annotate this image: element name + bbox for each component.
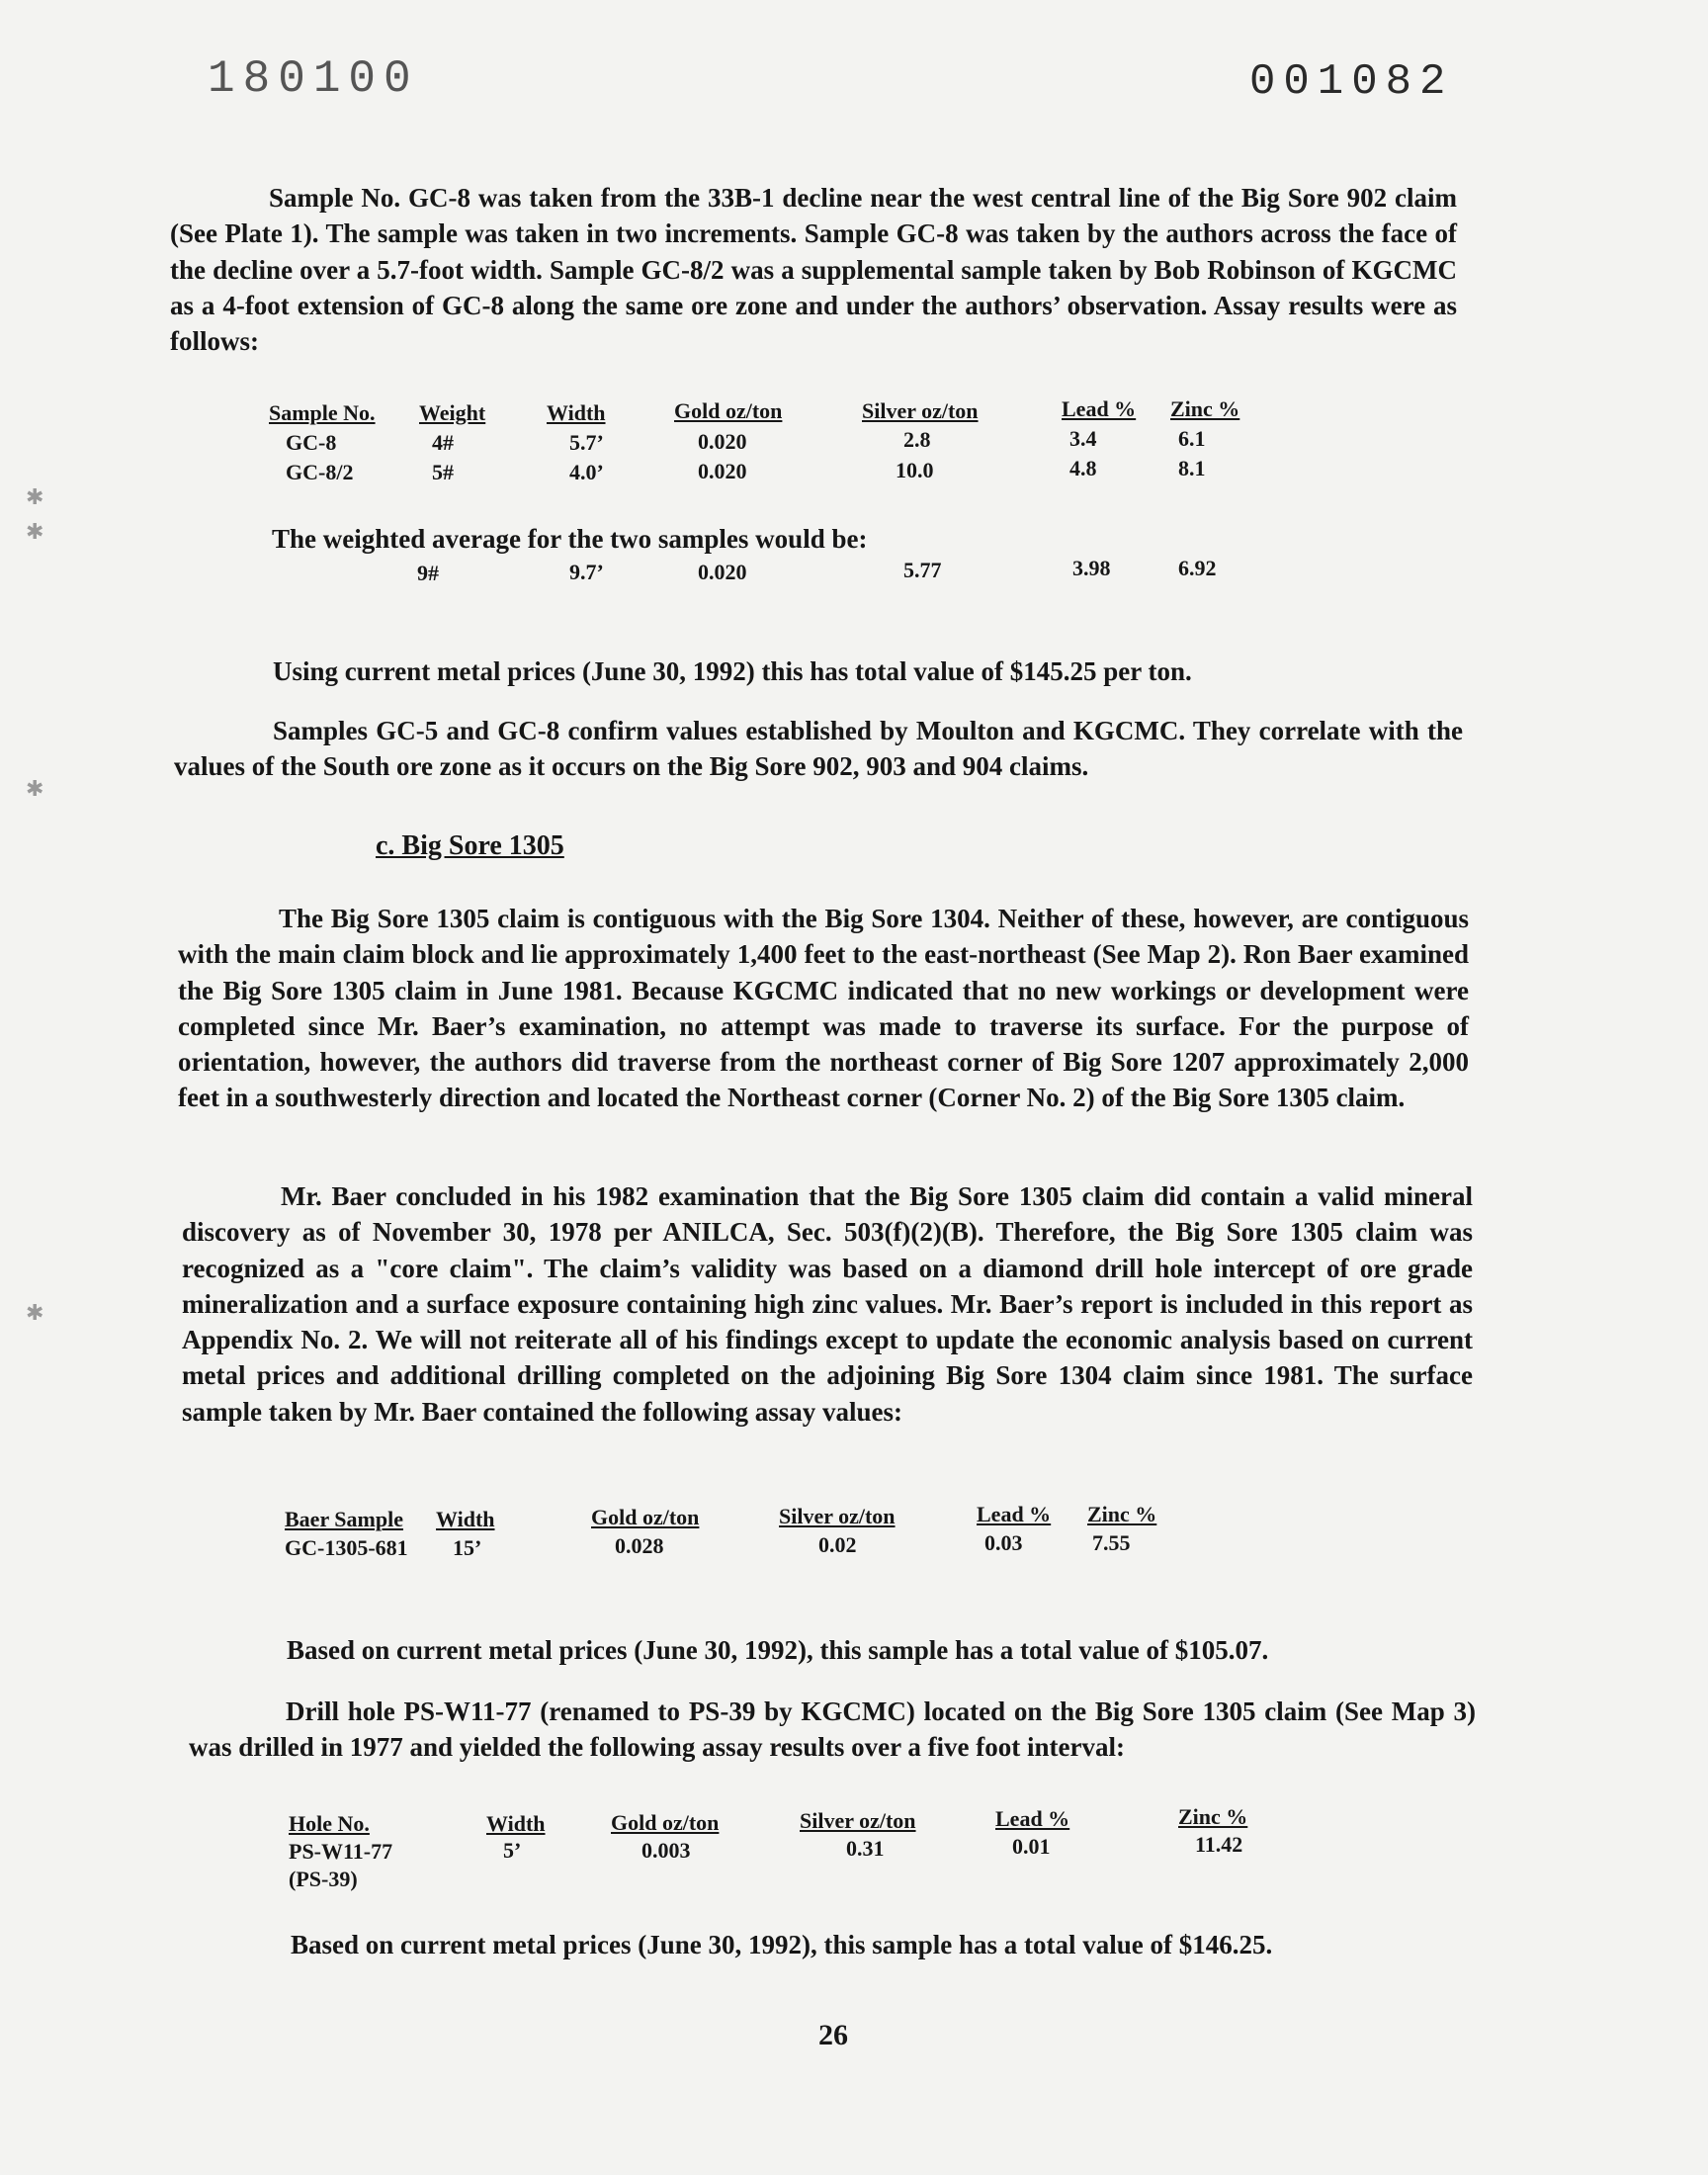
table1-cell: 4# — [432, 430, 454, 455]
scan-speck: ✱ — [26, 484, 43, 509]
table2-cell: 0.02 — [818, 1532, 857, 1557]
table3-header-hole: Hole No. — [289, 1811, 370, 1836]
table3-cell: 0.01 — [1012, 1834, 1051, 1859]
paragraph-drill-hole: Drill hole PS-W11-77 (renamed to PS-39 by KGCMC) located on the Big Sore 1305 claim (See Map 3) was drilled in 1977 and yielded the following assay results over a five foot interval: — [189, 1696, 1476, 1763]
table3-header-width: Width — [486, 1811, 546, 1836]
weighted-cell: 0.020 — [698, 560, 747, 584]
table1-cell: 6.1 — [1178, 426, 1206, 451]
paragraph-gc8: Sample No. GC-8 was taken from the 33B-1 decline near the west central line of the Big Sore 902 claim (See Plate 1). The sample was taken in two increments. Sample GC-8 was taken by the authors across the face of the decline over a 5.7-foot width. Sample GC-8/2 was a supplemental sample taken by Bob Robinson of KGCMC as a 4-foot extension of GC-8 along the same ore zone and under the authors’ observation. Assay results were as follows: — [170, 183, 1457, 357]
table1-cell: 4.8 — [1069, 456, 1097, 480]
paragraph-total-value-3: Based on current metal prices (June 30, 1992), this sample has a total value of $146.25. — [291, 1930, 1273, 1959]
table1-cell: 10.0 — [896, 458, 934, 482]
table3-cell: PS-W11-77 — [289, 1839, 393, 1864]
table2-header-sample: Baer Sample — [285, 1507, 403, 1531]
paragraph-confirm-values: Samples GC-5 and GC-8 confirm values established by Moulton and KGCMC. They correlate with the values of the South ore zone as it occurs on the Big Sore 902, 903 and 904 claims. — [174, 716, 1463, 782]
table1-header-sample: Sample No. — [269, 400, 376, 425]
table2-cell: 0.03 — [984, 1530, 1023, 1555]
table1-cell: 2.8 — [903, 427, 931, 452]
paragraph-total-value-1: Using current metal prices (June 30, 1992) this has total value of $145.25 per ton. — [273, 656, 1192, 686]
table1-cell: 8.1 — [1178, 456, 1206, 480]
weighted-cell: 5.77 — [903, 558, 942, 582]
table3-cell-extra: (PS-39) — [289, 1867, 358, 1891]
table2-cell: 15’ — [453, 1535, 482, 1560]
table1-header-silver: Silver oz/ton — [862, 398, 979, 423]
table1-cell: 5.7’ — [569, 430, 604, 455]
section-heading: c. Big Sore 1305 — [376, 830, 564, 861]
table2-cell: 7.55 — [1092, 1530, 1131, 1555]
weighted-cell: 6.92 — [1178, 556, 1217, 580]
document-stamp-right: 001082 — [1249, 57, 1454, 107]
table3-header-lead: Lead % — [995, 1806, 1070, 1831]
scan-speck: ✱ — [26, 1300, 43, 1325]
table3-cell: 5’ — [503, 1838, 522, 1863]
table1-header-weight: Weight — [419, 400, 486, 425]
table2-header-lead: Lead % — [977, 1502, 1052, 1526]
table1-header-gold: Gold oz/ton — [674, 398, 783, 423]
table3-cell: 0.31 — [846, 1836, 885, 1861]
table3-header-silver: Silver oz/ton — [800, 1808, 916, 1833]
table3-cell: 11.42 — [1195, 1832, 1243, 1857]
table2-cell: 0.028 — [615, 1533, 664, 1558]
scan-speck: ✱ — [26, 519, 43, 544]
table3-header-zinc: Zinc % — [1178, 1804, 1248, 1829]
table2-header-zinc: Zinc % — [1087, 1502, 1157, 1526]
table1-cell: GC-8/2 — [286, 460, 354, 484]
paragraph-total-value-2: Based on current metal prices (June 30, 1992), this sample has a total value of $105.07. — [287, 1635, 1269, 1665]
table1-header-width: Width — [547, 400, 606, 425]
table1-cell: 0.020 — [698, 459, 747, 483]
table2-header-gold: Gold oz/ton — [591, 1505, 700, 1529]
weighted-cell: 9.7’ — [569, 560, 604, 584]
table3-header-gold: Gold oz/ton — [611, 1810, 720, 1835]
table1-cell: 0.020 — [698, 429, 747, 454]
weighted-cell: 9# — [417, 561, 439, 585]
table1-cell: 5# — [432, 460, 454, 484]
table2-cell: GC-1305-681 — [285, 1535, 408, 1560]
table2-header-width: Width — [436, 1507, 495, 1531]
table1-cell: 3.4 — [1069, 426, 1097, 451]
scan-speck: ✱ — [26, 776, 43, 801]
page-number: 26 — [818, 2019, 848, 2051]
paragraph-baer-conclusion: Mr. Baer concluded in his 1982 examination that the Big Sore 1305 claim did contain a valid mineral discovery as of November 30, 1978 per ANILCA, Sec. 503(f)(2)(B). Therefore, the Big Sore 1305 claim was recognized as a "core claim". The claim’s validity was based on a diamond drill hole intercept of ore grade mineralization and a surface exposure containing high zinc values. Mr. Baer’s report is included in this report as Appendix No. 2. We will not reiterate all of his findings except to update the economic analysis based on current metal prices and additional drilling completed on the adjoining Big Sore 1304 claim since 1981. The surface sample taken by Mr. Baer contained the following assay values: — [182, 1181, 1473, 1427]
weighted-cell: 3.98 — [1072, 556, 1111, 580]
paragraph-big-sore-1305: The Big Sore 1305 claim is contiguous with the Big Sore 1304. Neither of these, however, are contiguous with the main claim block and lie approximately 1,400 feet to the east-northeast (See Map 2). Ron Baer examined the Big Sore 1305 claim in June 1981. Because KGCMC indicated that no new workings or development were completed since Mr. Baer’s examination, no attempt was made to traverse its surface. For the purpose of orientation, however, the authors did traverse from the northeast corner of Big Sore 1207 approximately 2,000 feet in a southwesterly direction and located the Northeast corner (Corner No. 2) of the Big Sore 1305 claim. — [178, 904, 1469, 1113]
table2-header-silver: Silver oz/ton — [779, 1504, 896, 1528]
table1-cell: GC-8 — [286, 430, 337, 455]
table3-cell: 0.003 — [641, 1838, 691, 1863]
table1-header-lead: Lead % — [1062, 396, 1137, 421]
weighted-average-intro: The weighted average for the two samples would be: — [272, 524, 868, 554]
table1-header-zinc: Zinc % — [1170, 396, 1240, 421]
document-stamp-left: 180100 — [208, 53, 419, 105]
table1-cell: 4.0’ — [569, 460, 604, 484]
